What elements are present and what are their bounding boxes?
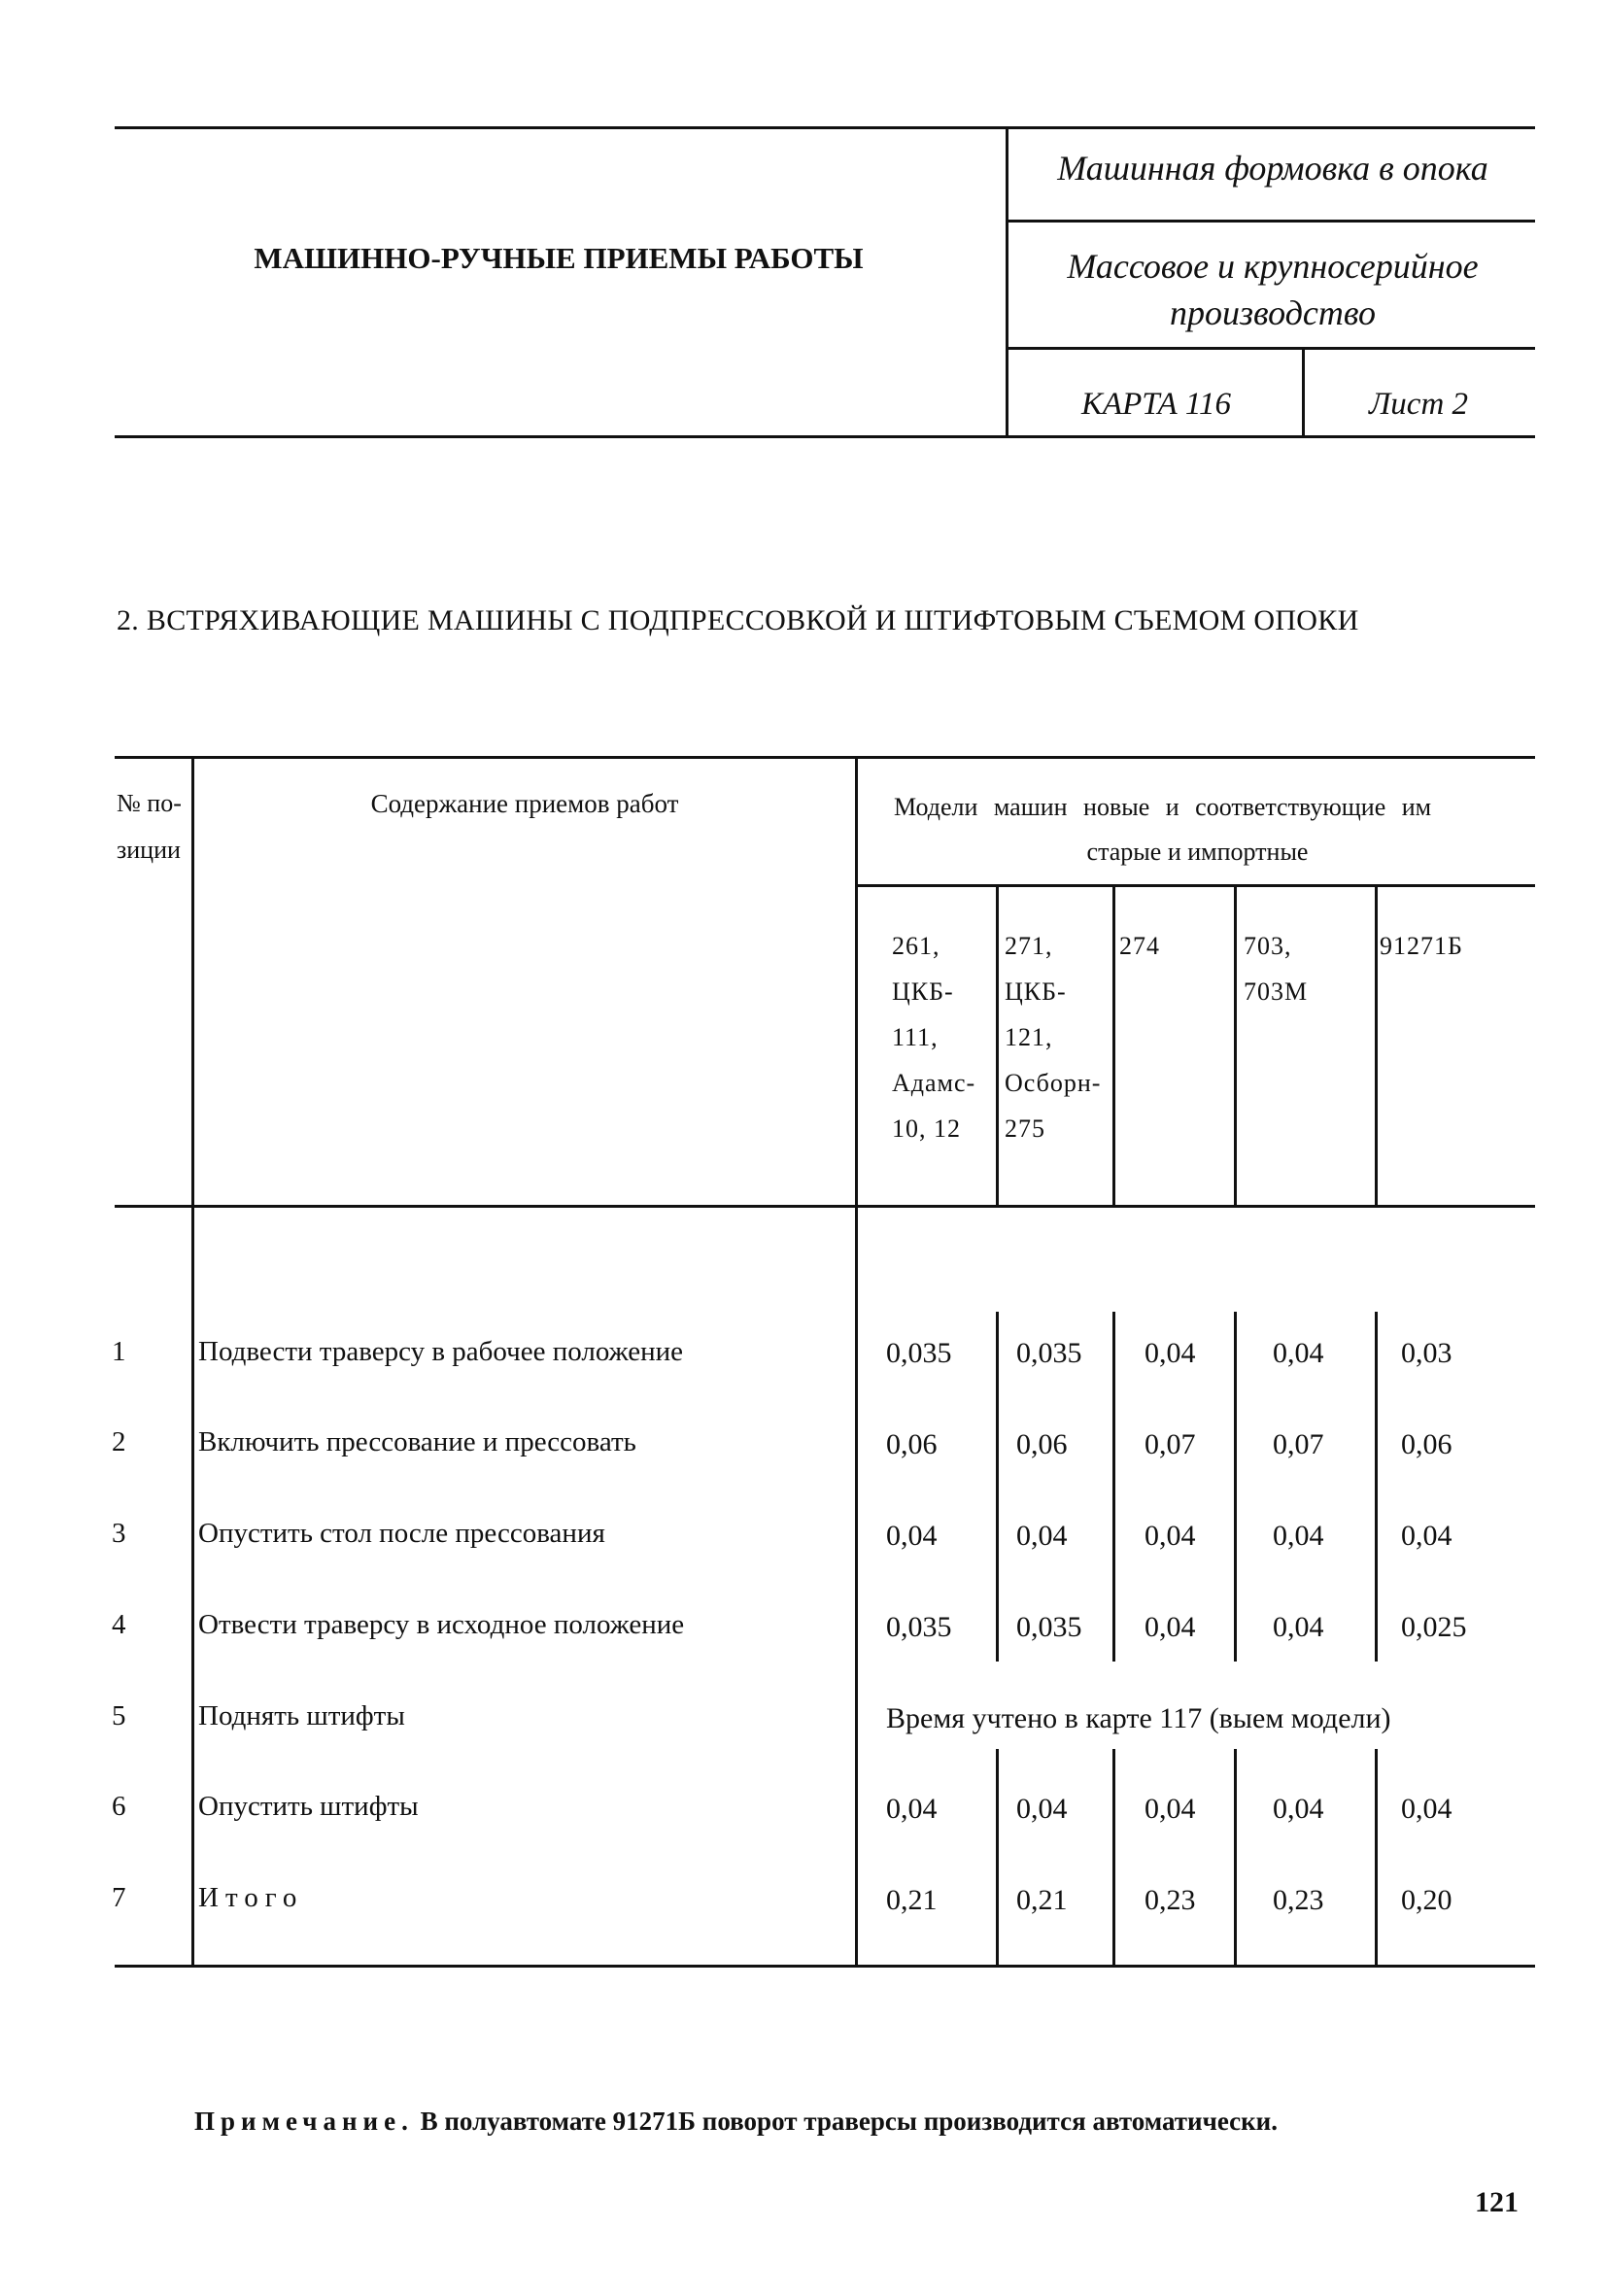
header-production-line-2: производство xyxy=(1169,293,1377,332)
model-header-4 xyxy=(1244,923,1308,1014)
model-header-line: 10, 12 xyxy=(892,1114,961,1143)
table-bottom-rule xyxy=(115,1965,1535,1968)
row-4-text: Отвести траверсу в исходное положение xyxy=(198,1609,685,1640)
model-header-3 xyxy=(1119,923,1160,969)
col-header-content: Содержание приемов работ xyxy=(370,789,679,818)
model-header-line: 121, xyxy=(1005,1023,1053,1051)
model-divider-4-head xyxy=(1375,884,1378,1208)
row-1-number: 1 xyxy=(112,1336,126,1367)
row-6-text: Опустить штифты xyxy=(198,1791,419,1822)
model-header-2 xyxy=(1005,923,1101,1151)
row-7-value-1: 0,21 xyxy=(886,1884,938,1916)
col-header-models-1: Модели машин новые и соответствующие им xyxy=(894,793,1432,821)
model-divider-2-body-lower xyxy=(1112,1749,1115,1965)
model-divider-3-body xyxy=(1234,1312,1237,1662)
model-header-line: 271, xyxy=(1005,932,1053,960)
row-7-text: Итого xyxy=(198,1882,304,1913)
row-5-merged-note: Время учтено в карте 117 (выем модели) xyxy=(886,1702,1391,1734)
model-divider-1-body xyxy=(996,1312,999,1662)
row-4-value-1: 0,035 xyxy=(886,1611,952,1643)
row-1-value-1: 0,035 xyxy=(886,1337,952,1369)
row-2-value-2: 0,06 xyxy=(1016,1428,1068,1460)
row-3-value-3: 0,04 xyxy=(1145,1520,1196,1552)
row-2-value-3: 0,07 xyxy=(1145,1428,1196,1460)
header-left-title: МАШИННО-РУЧНЫЕ ПРИЕМЫ РАБОТЫ xyxy=(254,241,864,275)
model-header-line: 91271Б xyxy=(1380,932,1463,960)
row-4-number: 4 xyxy=(112,1609,126,1640)
page-number: 121 xyxy=(1475,2186,1519,2218)
col-divider-content xyxy=(855,756,858,1968)
row-7-value-4: 0,23 xyxy=(1273,1884,1324,1916)
row-3-value-4: 0,04 xyxy=(1273,1520,1324,1552)
model-header-line: 275 xyxy=(1005,1114,1045,1143)
row-3-text: Опустить стол после прессования xyxy=(198,1518,605,1549)
row-7-number: 7 xyxy=(112,1882,126,1913)
header-card-divider xyxy=(1302,347,1305,438)
footnote xyxy=(194,2107,1278,2137)
row-1-value-4: 0,04 xyxy=(1273,1337,1324,1369)
col-divider-pos xyxy=(191,756,194,1968)
row-6-value-5: 0,04 xyxy=(1401,1793,1452,1825)
model-divider-3-body-lower xyxy=(1234,1749,1237,1965)
model-header-line: 261, xyxy=(892,932,940,960)
row-4-value-2: 0,035 xyxy=(1016,1611,1082,1643)
row-3-value-2: 0,04 xyxy=(1016,1520,1068,1552)
row-4-value-5: 0,025 xyxy=(1401,1611,1467,1643)
row-7-value-3: 0,23 xyxy=(1145,1884,1196,1916)
section-title: 2. ВСТРЯХИВАЮЩИЕ МАШИНЫ С ПОДПРЕССОВКОЙ И ШТИФТОВЫМ СЪЕМОМ ОПОКИ xyxy=(117,604,1359,636)
model-divider-1-body-lower xyxy=(996,1749,999,1965)
row-1-text: Подвести траверсу в рабочее положение xyxy=(198,1336,684,1367)
model-header-line: 703М xyxy=(1244,977,1309,1006)
row-2-value-1: 0,06 xyxy=(886,1428,938,1460)
row-2-value-4: 0,07 xyxy=(1273,1428,1324,1460)
model-header-line: 274 xyxy=(1119,932,1160,960)
row-6-value-1: 0,04 xyxy=(886,1793,938,1825)
header-right-rule-1 xyxy=(1006,220,1535,223)
model-divider-2-head xyxy=(1112,884,1115,1208)
table-top-rule xyxy=(115,756,1535,759)
model-header-line: 703, xyxy=(1244,932,1292,960)
row-3-value-5: 0,04 xyxy=(1401,1520,1452,1552)
header-production-type xyxy=(1010,243,1535,336)
model-divider-1-head xyxy=(996,884,999,1208)
header-sheet-number: Лист 2 xyxy=(1368,387,1469,422)
col-header-position-2: зиции xyxy=(117,836,181,864)
model-divider-4-body xyxy=(1375,1312,1378,1662)
model-header-line: Осборн- xyxy=(1005,1069,1102,1097)
model-header-line: 111, xyxy=(892,1023,939,1051)
row-5-number: 5 xyxy=(112,1700,126,1731)
col-header-models-2: старые и импортные xyxy=(1086,838,1309,866)
row-1-value-2: 0,035 xyxy=(1016,1337,1082,1369)
row-7-value-5: 0,20 xyxy=(1401,1884,1452,1916)
header-bottom-rule xyxy=(115,435,1535,438)
row-4-value-4: 0,04 xyxy=(1273,1611,1324,1643)
model-header-line: ЦКБ- xyxy=(1005,977,1067,1006)
header-card-number: КАРТА 116 xyxy=(1081,387,1231,422)
header-top-rule xyxy=(115,126,1535,129)
row-2-text: Включить прессование и прессовать xyxy=(198,1426,636,1457)
models-header-rule xyxy=(855,884,1535,887)
row-4-value-3: 0,04 xyxy=(1145,1611,1196,1643)
header-divider xyxy=(1006,126,1008,438)
row-3-value-1: 0,04 xyxy=(886,1520,938,1552)
model-divider-2-body xyxy=(1112,1312,1115,1662)
row-2-value-5: 0,06 xyxy=(1401,1428,1452,1460)
model-header-1 xyxy=(892,923,975,1151)
row-7-value-2: 0,21 xyxy=(1016,1884,1068,1916)
header-process-title: Машинная формовка в опока xyxy=(1057,149,1488,188)
row-1-value-3: 0,04 xyxy=(1145,1337,1196,1369)
row-1-value-5: 0,03 xyxy=(1401,1337,1452,1369)
row-6-value-4: 0,04 xyxy=(1273,1793,1324,1825)
row-3-number: 3 xyxy=(112,1518,126,1549)
table-header-bottom-rule xyxy=(115,1205,1535,1208)
row-6-number: 6 xyxy=(112,1791,126,1822)
row-2-number: 2 xyxy=(112,1426,126,1457)
model-divider-4-body-lower xyxy=(1375,1749,1378,1965)
col-header-position-1: № по- xyxy=(117,789,182,817)
row-6-value-2: 0,04 xyxy=(1016,1793,1068,1825)
row-5-text: Поднять штифты xyxy=(198,1700,405,1731)
model-header-line: ЦКБ- xyxy=(892,977,954,1006)
footnote-text: В полуавтомате 91271Б поворот траверсы производится автоматически. xyxy=(420,2107,1278,2136)
row-6-value-3: 0,04 xyxy=(1145,1793,1196,1825)
footnote-label: Примечание. xyxy=(194,2107,414,2136)
model-divider-3-head xyxy=(1234,884,1237,1208)
header-production-line-1: Массовое и крупносерийное xyxy=(1067,247,1479,286)
model-header-line: Адамс- xyxy=(892,1069,976,1097)
model-header-5 xyxy=(1380,923,1463,969)
header-right-rule-2 xyxy=(1006,347,1535,350)
